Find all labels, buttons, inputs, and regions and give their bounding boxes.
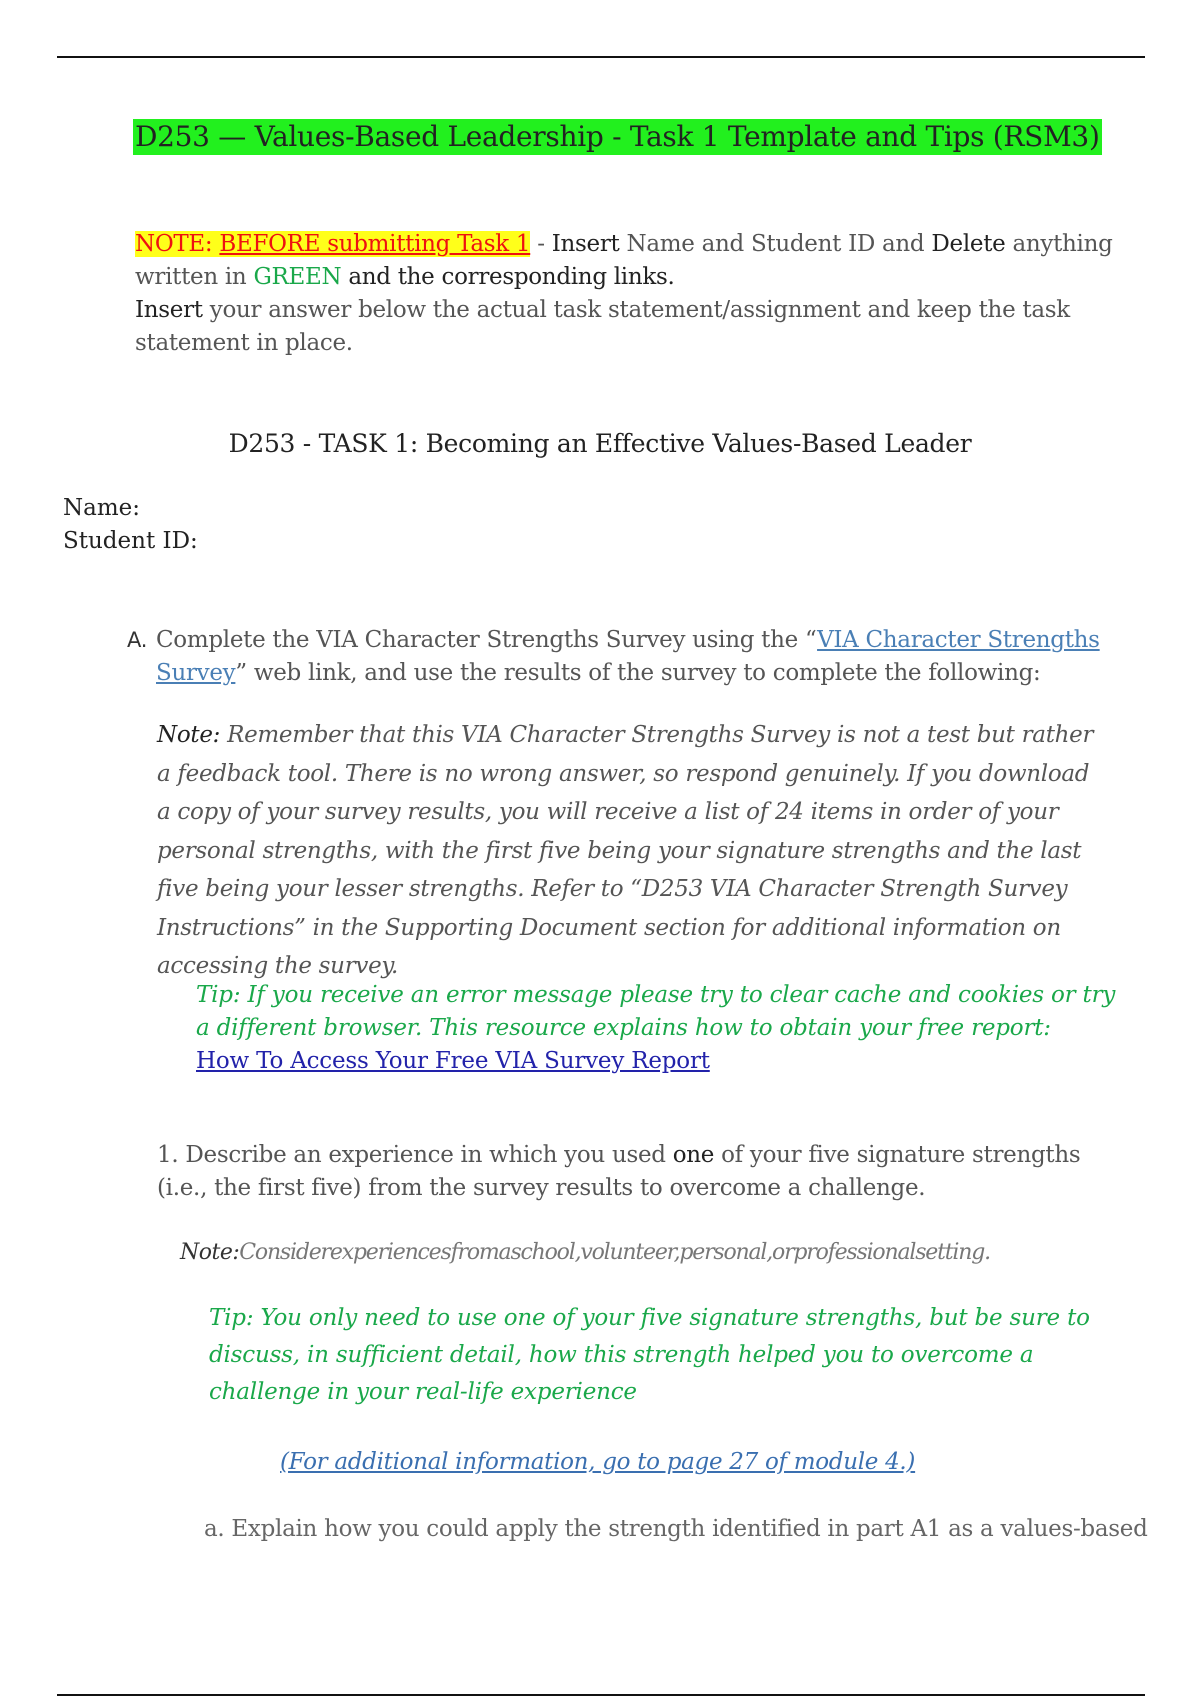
module-reference-link[interactable]: (For additional information, go to page 27 of module 4.) <box>280 1449 916 1475</box>
section-a <box>127 624 1107 690</box>
free-report-link[interactable]: How To Access Your Free VIA Survey Report <box>196 1048 710 1074</box>
question-1-note: Note:Considerexperiencesfromaschool,volunteer,personal,orprofessionalsetting. <box>180 1240 990 1265</box>
green-word: GREEN <box>253 264 342 290</box>
name-label: Name: <box>63 495 141 521</box>
section-a-text: Complete the VIA Character Strengths Survey using the “VIA Character Strengths Survey” web link, and use the results of the survey to complete the following: <box>156 627 1100 686</box>
student-id-label: Student ID: <box>63 528 198 554</box>
note-highlight: NOTE: BEFORE submitting Task 1 <box>135 231 531 257</box>
part-a-prompt: a. Explain how you could apply the strength identified in part A1 as a values-based <box>204 1516 1148 1542</box>
document-title: D253 — Values-Based Leadership - Task 1 Template and Tips (RSM3) <box>135 120 1100 153</box>
via-survey-link[interactable]: VIA Character Strengths Survey <box>156 627 1100 686</box>
task-heading: D253 - TASK 1: Becoming an Effective Values-Based Leader <box>228 429 972 458</box>
section-a-tip: Tip: If you receive an error message please try to clear cache and cookies or try a different browser. This resource explains how to obtain your free report: How To Access Your Free VIA Survey Report <box>196 979 1116 1078</box>
before-submitting-link[interactable]: BEFORE submitting Task 1 <box>219 231 531 257</box>
question-1: 1. Describe an experience in which you used one of your five signature strengths (i.e., the first five) from the survey results to overcome a challenge. <box>157 1142 1081 1201</box>
question-1-tip: Tip: You only need to use one of your five signature strengths, but be sure to discuss, in sufficient detail, how this strength helped you to overcome a challenge in your real-life experience <box>209 1305 1090 1405</box>
section-a-marker: A. <box>127 628 148 652</box>
identity-fields <box>63 492 198 558</box>
top-rule <box>57 56 1145 58</box>
submission-note: NOTE: BEFORE submitting Task 1 - Insert Name and Student ID and Delete anything written in GREEN and the corresponding links. Insert your answer below the actual task statement/assignment and keep the task statement in place. <box>135 231 1113 356</box>
bottom-rule <box>57 1694 1145 1696</box>
section-a-note: Note: Remember that this VIA Character Strengths Survey is not a test but rather a feedback tool. There is no wrong answer, so respond genuinely. If you download a copy of your survey results, you will receive a list of 24 items in order of your personal strengths, with the first five being your signature strengths and the last five being your lesser strengths. Refer to “D253 VIA Character Strength Survey Instructions” in the Supporting Document section for additional information on accessing the survey. <box>157 722 1094 979</box>
